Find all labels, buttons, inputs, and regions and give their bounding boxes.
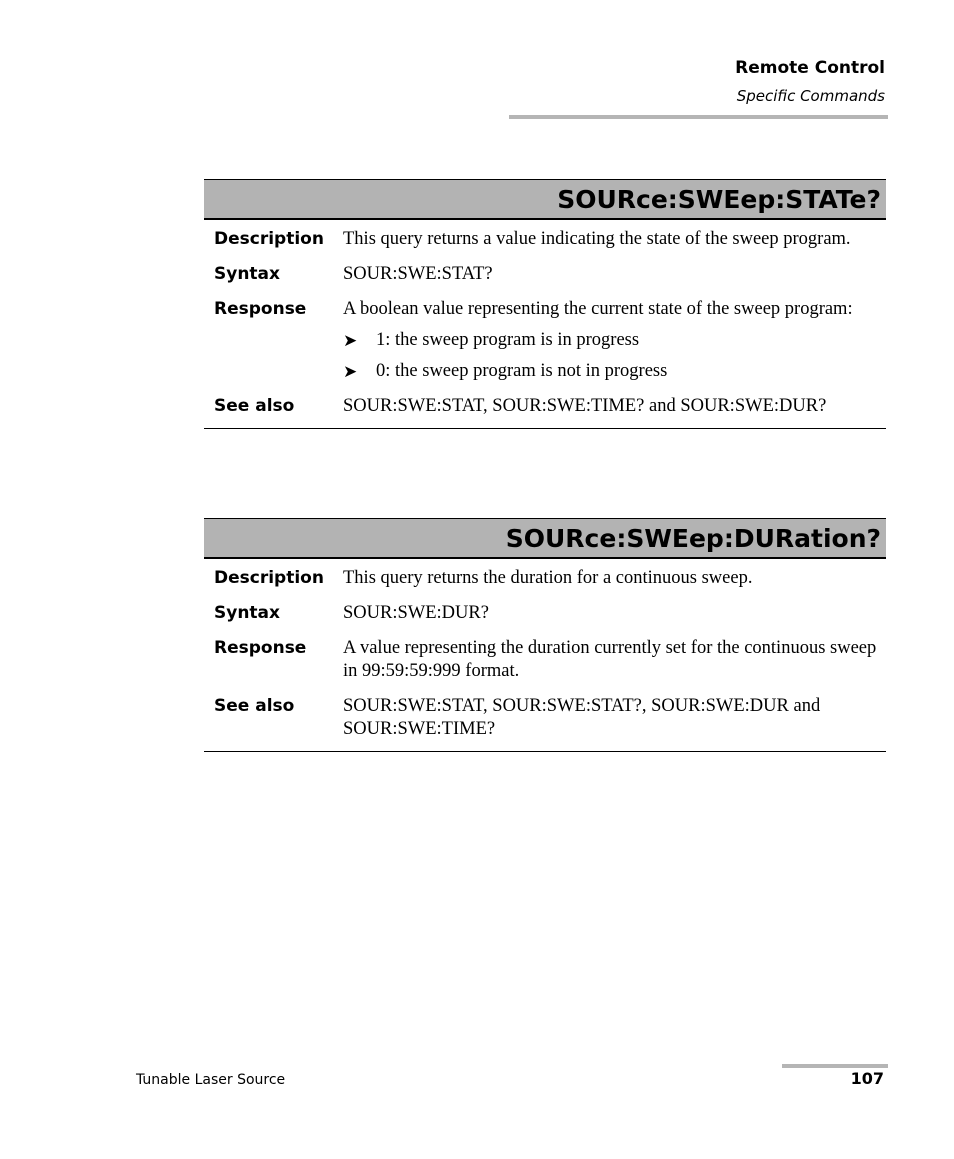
see-also-text: SOUR:SWE:STAT, SOUR:SWE:TIME? and SOUR:SWE:DUR?	[343, 396, 827, 416]
command-title: SOURce:SWEep:STATe?	[204, 179, 886, 220]
response-text: A boolean value representing the current state of the sweep program:	[343, 299, 853, 319]
see-also-row	[204, 387, 886, 422]
syntax-text: SOUR:SWE:DUR?	[343, 603, 489, 623]
syntax-row	[204, 255, 886, 290]
response-bullet	[343, 360, 878, 383]
section-subtitle: Specific Commands	[736, 87, 885, 105]
footer-doc-title: Tunable Laser Source	[136, 1072, 286, 1088]
command-block-sweep-state	[204, 179, 886, 429]
description-row	[204, 220, 886, 255]
response-label: Response	[214, 638, 307, 658]
see-also-text: SOUR:SWE:STAT, SOUR:SWE:STAT?, SOUR:SWE:DUR and SOUR:SWE:TIME?	[343, 696, 821, 739]
see-also-row	[204, 687, 886, 745]
running-header	[735, 57, 885, 107]
response-row	[204, 629, 886, 687]
command-body	[204, 559, 886, 752]
arrow-bullet-icon: ➤	[343, 362, 358, 381]
command-body	[204, 220, 886, 429]
bullet-text: 0: the sweep program is not in progress	[376, 361, 668, 381]
page-number: 107	[850, 1069, 884, 1088]
syntax-row	[204, 594, 886, 629]
arrow-bullet-icon: ➤	[343, 331, 358, 350]
chapter-title: Remote Control	[735, 58, 885, 78]
syntax-label: Syntax	[214, 264, 280, 284]
footer-rule	[782, 1064, 888, 1068]
response-content	[343, 298, 886, 383]
bullet-text: 1: the sweep program is in progress	[376, 330, 640, 350]
description-text: This query returns a value indicating the state of the sweep program.	[343, 229, 851, 249]
syntax-label: Syntax	[214, 603, 280, 623]
response-bullet	[343, 329, 878, 352]
response-text: A value representing the duration currently set for the continuous sweep in 99:59:59:999 format.	[343, 638, 877, 681]
description-text: This query returns the duration for a continuous sweep.	[343, 568, 753, 588]
syntax-text: SOUR:SWE:STAT?	[343, 264, 493, 284]
header-rule	[509, 115, 888, 119]
see-also-label: See also	[214, 696, 295, 716]
response-label: Response	[214, 299, 307, 319]
command-block-sweep-duration	[204, 518, 886, 752]
see-also-label: See also	[214, 396, 295, 416]
response-row	[204, 290, 886, 387]
description-row	[204, 559, 886, 594]
command-title: SOURce:SWEep:DURation?	[204, 518, 886, 559]
description-label: Description	[214, 568, 324, 588]
description-label: Description	[214, 229, 324, 249]
